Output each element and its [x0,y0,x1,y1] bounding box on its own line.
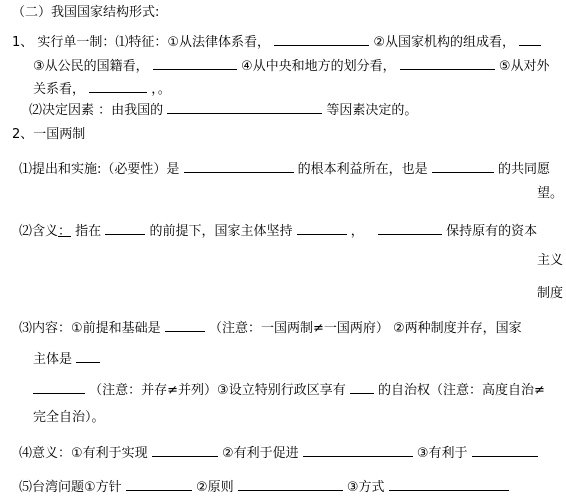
text-main-body: 主体是 [33,352,73,367]
text-comma: ， [350,224,364,239]
unitary-features-line3 [33,80,171,96]
blank-16[interactable] [152,444,218,457]
blank-9[interactable] [105,222,145,235]
text-unitary-features: 1、 实行单一制：⑴特征：①从法律体系看， [12,35,271,50]
blank-4[interactable] [400,57,495,70]
text-meaning-colon: ： [58,224,72,239]
text-deciding-factors: ⑵决定因素 ：由我国的 [29,103,164,118]
text-taiwan: ⑸台湾问题①方针 [19,480,122,495]
content-line1 [19,319,522,335]
text-relations: 关系看， [33,82,86,97]
text-method: ③方式 [346,480,385,495]
text-punct: ，。 [151,82,171,97]
content-line4 [33,411,105,424]
text-ocsts-title: 2、一国两制 [12,127,86,142]
text-system: 制度 [537,286,564,301]
text-fundamental: 的根本利益所在，也是 [297,162,428,177]
text-wish-end: 望。 [537,186,564,201]
text-meaning: ⑵含义 [19,224,59,239]
text-refers: 指在 [75,224,102,239]
meaning-line-3 [537,287,563,300]
text-proposal: ⑴提出和实施:（必要性）是 [19,162,180,177]
significance-line [19,444,538,460]
text-special-region: （注意：并存≠并列）③设立特别行政区享有 [89,383,346,398]
text-nationality: ③从公民的国籍看， [33,59,149,74]
content-line2 [33,350,100,366]
blank-10[interactable] [297,222,347,235]
meaning-line [19,222,537,238]
text-ism: 主义 [537,253,564,268]
blank-17[interactable] [303,444,413,457]
text-promote: ②有利于促进 [221,446,299,461]
blank-5[interactable] [89,80,147,93]
unitary-features-line2 [33,57,550,73]
unitary-features-line1 [12,33,541,49]
blank-6[interactable] [167,101,322,114]
text-coexist: （注意：一国两制≠一国两府） ②两种制度并存，国家 [208,321,522,336]
blank-20[interactable] [238,478,343,491]
deciding-factors-line [29,101,417,117]
text-full-autonomy: 完全自治）。 [33,410,105,425]
blank-12[interactable] [165,319,205,332]
text-foreign: ⑤从对外 [498,59,550,74]
blank-19[interactable] [126,478,192,491]
section-title [12,6,159,19]
blank-13[interactable] [76,350,100,363]
text-central-local: ④从中央和地方的划分看， [240,59,396,74]
text-benefit: ③有利于 [416,446,468,461]
one-country-two-systems-title [12,128,85,141]
taiwan-line [19,478,509,494]
text-significance: ⑷意义：①有利于实现 [19,446,148,461]
text-factors-end: 等因素决定的。 [326,103,418,118]
blank-8[interactable] [432,160,494,173]
blank-14[interactable] [33,381,85,394]
blank-11[interactable] [378,222,442,235]
blank-1[interactable] [274,33,369,46]
text-content: ⑶内容：①前提和基础是 [19,321,161,336]
blank-7[interactable] [184,160,294,173]
proposal-line [19,160,550,176]
content-line3 [33,381,545,397]
blank-21[interactable] [389,478,509,491]
text-principle: ②原则 [195,480,234,495]
blank-15[interactable] [350,381,374,394]
section-title-text: （二）我国国家结构形式: [12,5,160,20]
text-state-organs: ②从国家机构的组成看， [373,35,515,50]
text-capitalist: 保持原有的资本 [446,224,538,239]
blank-2[interactable] [519,33,541,46]
proposal-line-end [537,187,563,200]
meaning-line-2 [537,254,563,267]
blank-18[interactable] [472,444,538,457]
text-autonomy: 的自治权（注意：高度自治≠ [377,383,545,398]
blank-3[interactable] [153,57,237,70]
text-common-wish: 的共同愿 [497,162,550,177]
text-premise: 的前提下，国家主体坚持 [149,224,293,239]
